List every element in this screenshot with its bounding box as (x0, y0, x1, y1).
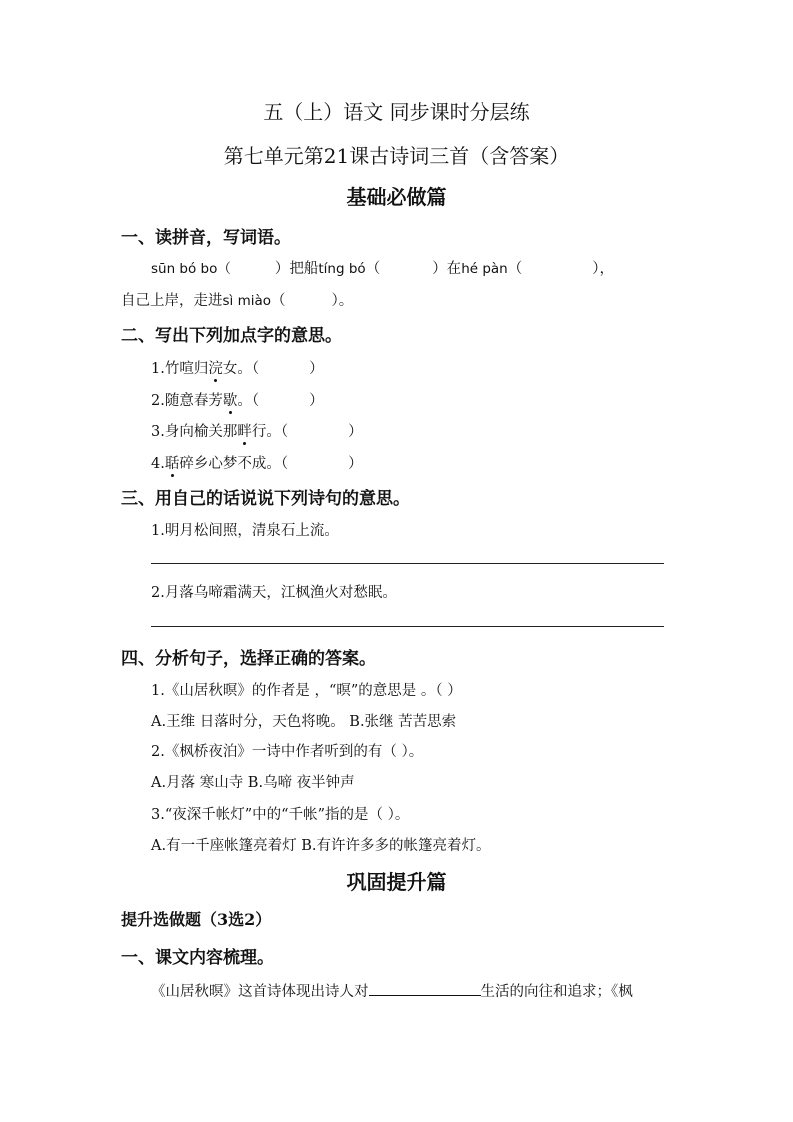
subheading: 提升选做题（3选2） (121, 910, 272, 929)
list-item: 2.月落乌啼霜满天，江枫渔火对愁眠。 (151, 585, 397, 601)
pinyin-3: hé pàn (461, 261, 508, 277)
item-text: 女。（ (222, 361, 260, 377)
text-segment: 自己上岸，走进 (121, 293, 223, 309)
dotted-char: 聒 (164, 456, 180, 472)
section-heading-4: 四、分析句子，选择正确的答案。 (121, 649, 376, 669)
option-line: A.王维 日落时分，天色将晚。 B.张继 苦苦思索 (151, 714, 457, 730)
text-segment: ）把船 (274, 261, 319, 277)
answer-line[interactable] (151, 626, 664, 627)
text-segment: ）， (592, 261, 614, 277)
fill-line (151, 980, 633, 1001)
part-heading-basic: 基础必做篇 (346, 185, 447, 209)
part-heading-advanced: 巩固提升篇 (346, 870, 447, 894)
bracket-close: ） (348, 456, 363, 472)
pinyin-line-1 (151, 257, 614, 278)
bracket-close: ） (348, 424, 363, 440)
list-item (151, 389, 324, 410)
section-heading-1: 一、读拼音，写词语。 (121, 228, 291, 248)
list-item (151, 452, 363, 473)
item-text: 碎乡心梦不成。（ (179, 456, 289, 472)
pinyin-4: sì miào (222, 293, 272, 309)
question-line: 2.《枫桥夜泊》一诗中作者听到的有（ ）。 (151, 744, 424, 760)
option-line: A.月落 寒山寺 B.乌啼 夜半钟声 (151, 775, 355, 791)
item-text: 1.竹喧归 (151, 361, 209, 377)
bracket-close: ） (309, 361, 324, 377)
section-heading-2: 二、写出下列加点字的意思。 (121, 326, 342, 346)
section-heading-5: 一、课文内容梳理。 (121, 948, 274, 968)
item-text: 生活的向往和追求；《枫 (480, 984, 633, 1000)
item-text: 。（ (237, 393, 260, 409)
pinyin-2: tíng bó (318, 261, 366, 277)
list-item (151, 420, 363, 441)
item-text: 行。（ (251, 424, 289, 440)
pinyin-1: sūn bó bo（ (151, 261, 231, 277)
bracket-open: （ (507, 261, 523, 277)
list-item (151, 357, 324, 378)
question-line: 3.“夜深千帐灯”中的“千帐”指的是（ ）。 (151, 807, 410, 823)
dotted-char: 浣 (208, 361, 223, 377)
question-line: 1.《山居秋暝》的作者是 ，“暝”的意思是 。（ ） (151, 683, 462, 699)
bracket-open: （ (271, 293, 286, 309)
bracket-close: ） (309, 393, 324, 409)
section-heading-3: 三、用自己的话说说下列诗句的意思。 (121, 489, 410, 509)
item-text: 《山居秋暝》这首诗体现出诗人对 (151, 984, 369, 1000)
list-item: 1.明月松间照，清泉石上流。 (151, 523, 339, 539)
answer-underline[interactable] (369, 981, 481, 996)
bracket-open: （ (365, 261, 381, 277)
option-line: A.有一千座帐篷亮着灯 B.有许许多多的帐篷亮着灯。 (151, 838, 491, 854)
answer-line[interactable] (151, 563, 664, 564)
text-segment: ）在 (432, 261, 462, 277)
page-subtitle: 第七单元第21课古诗词三首（含答案） (223, 144, 570, 168)
pinyin-line-2 (121, 289, 353, 310)
item-text: 3.身向榆关那 (151, 424, 238, 440)
item-text: 4. (151, 456, 165, 472)
item-text: 2.随意春芳 (151, 393, 223, 409)
page-title: 五（上）语文 同步课时分层练 (263, 100, 530, 124)
dotted-char: 畔 (237, 424, 252, 440)
text-segment: ）。 (331, 293, 354, 309)
dotted-char: 歇 (222, 393, 238, 409)
